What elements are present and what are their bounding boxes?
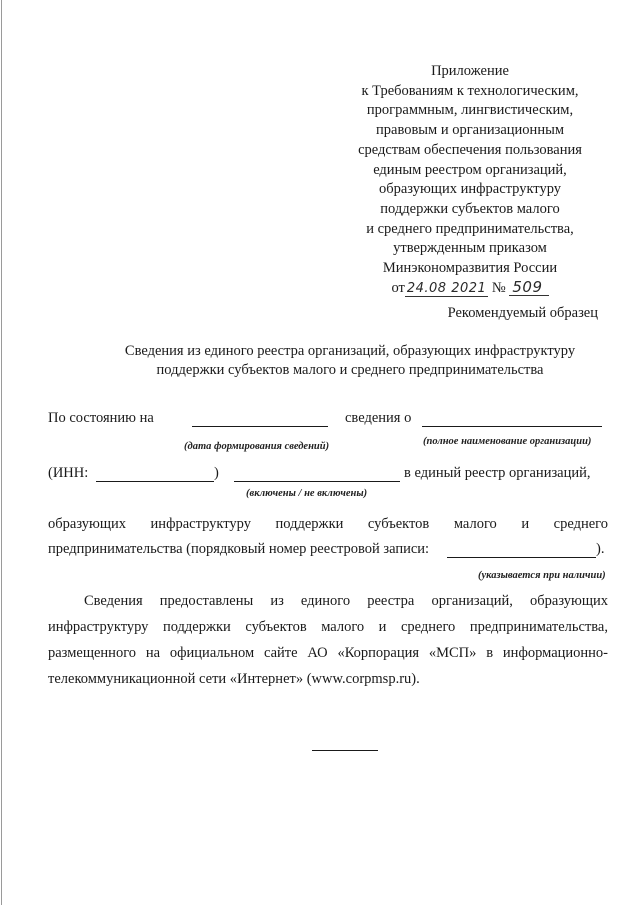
paragraph-line: Сведения предоставлены из единого реестра организаций, образующих	[84, 593, 608, 609]
paragraph-line: телекоммуникационной сети «Интернет» (www.corpmsp.ru).	[48, 671, 420, 687]
order-prefix: от	[391, 279, 405, 296]
included-blank-field[interactable]	[234, 481, 400, 482]
appendix-line: программным, лингвистическим,	[366, 102, 574, 119]
appendix-line: поддержки субъектов малого	[380, 200, 560, 217]
info-about-label: сведения о	[345, 410, 412, 426]
order-reference	[330, 279, 610, 299]
appendix-line: Приложение	[431, 63, 509, 79]
document-title	[60, 342, 640, 380]
registry-text: в единый реестр организаций,	[404, 465, 591, 481]
appendix-block	[330, 62, 610, 298]
hint-org-name: (полное наименование организации)	[423, 436, 592, 447]
paragraph-line: инфраструктуру поддержки субъектов малого и среднего предпринимательства,	[48, 619, 608, 635]
appendix-line: единым реестром организаций,	[373, 161, 567, 178]
appendix-line: образующих инфраструктуру	[378, 181, 562, 198]
org-name-blank-field[interactable]	[422, 426, 602, 427]
registry-number-label: предпринимательства (порядковый номер реестровой записи:	[48, 541, 430, 557]
hint-included: (включены / не включены)	[246, 488, 368, 499]
page-left-border	[1, 0, 2, 905]
word: и	[521, 516, 530, 532]
date-blank-field[interactable]	[192, 426, 328, 427]
appendix-line: и среднего предпринимательства,	[366, 220, 574, 237]
document-title-line: поддержки субъектов малого и среднего предпринимательства	[156, 362, 544, 378]
sample-label: Рекомендуемый образец	[447, 305, 598, 321]
registry-number-blank-field[interactable]	[447, 557, 596, 558]
word: образующих	[48, 516, 126, 532]
order-number-handwritten: 509	[509, 280, 548, 296]
end-of-document-rule	[312, 750, 378, 751]
hint-date: (дата формирования сведений)	[184, 441, 330, 452]
infrastructure-line	[48, 516, 608, 533]
word: среднего	[553, 516, 608, 532]
order-number-sign: №	[491, 279, 506, 296]
appendix-line: Минэкономразвития России	[382, 260, 558, 277]
appendix-line: правовым и организационным	[376, 122, 564, 139]
word: субъектов	[367, 516, 430, 532]
info-paragraph	[48, 588, 608, 692]
appendix-line: утвержденным приказом	[393, 240, 547, 257]
hint-if-available: (указывается при наличии)	[478, 570, 606, 581]
document-title-line: Сведения из единого реестра организаций, образующих инфраструктуру	[124, 343, 576, 359]
word: поддержки	[275, 516, 344, 532]
word: инфраструктуру	[150, 516, 251, 532]
registry-number-close: ).	[596, 541, 605, 557]
order-date-handwritten: 24.08 2021	[406, 280, 487, 296]
inn-blank-field[interactable]	[96, 481, 214, 482]
word: малого	[453, 516, 497, 532]
as-of-label: По состоянию на	[48, 410, 154, 426]
paragraph-line: размещенного на официальном сайте АО «Корпорация «МСП» в информационно-	[48, 645, 608, 661]
inn-open-label: (ИНН:	[48, 465, 89, 481]
appendix-line: к Требованиям к технологическим,	[361, 82, 579, 99]
inn-close-label: )	[214, 465, 219, 481]
appendix-line: средствам обеспечения пользования	[358, 141, 582, 158]
